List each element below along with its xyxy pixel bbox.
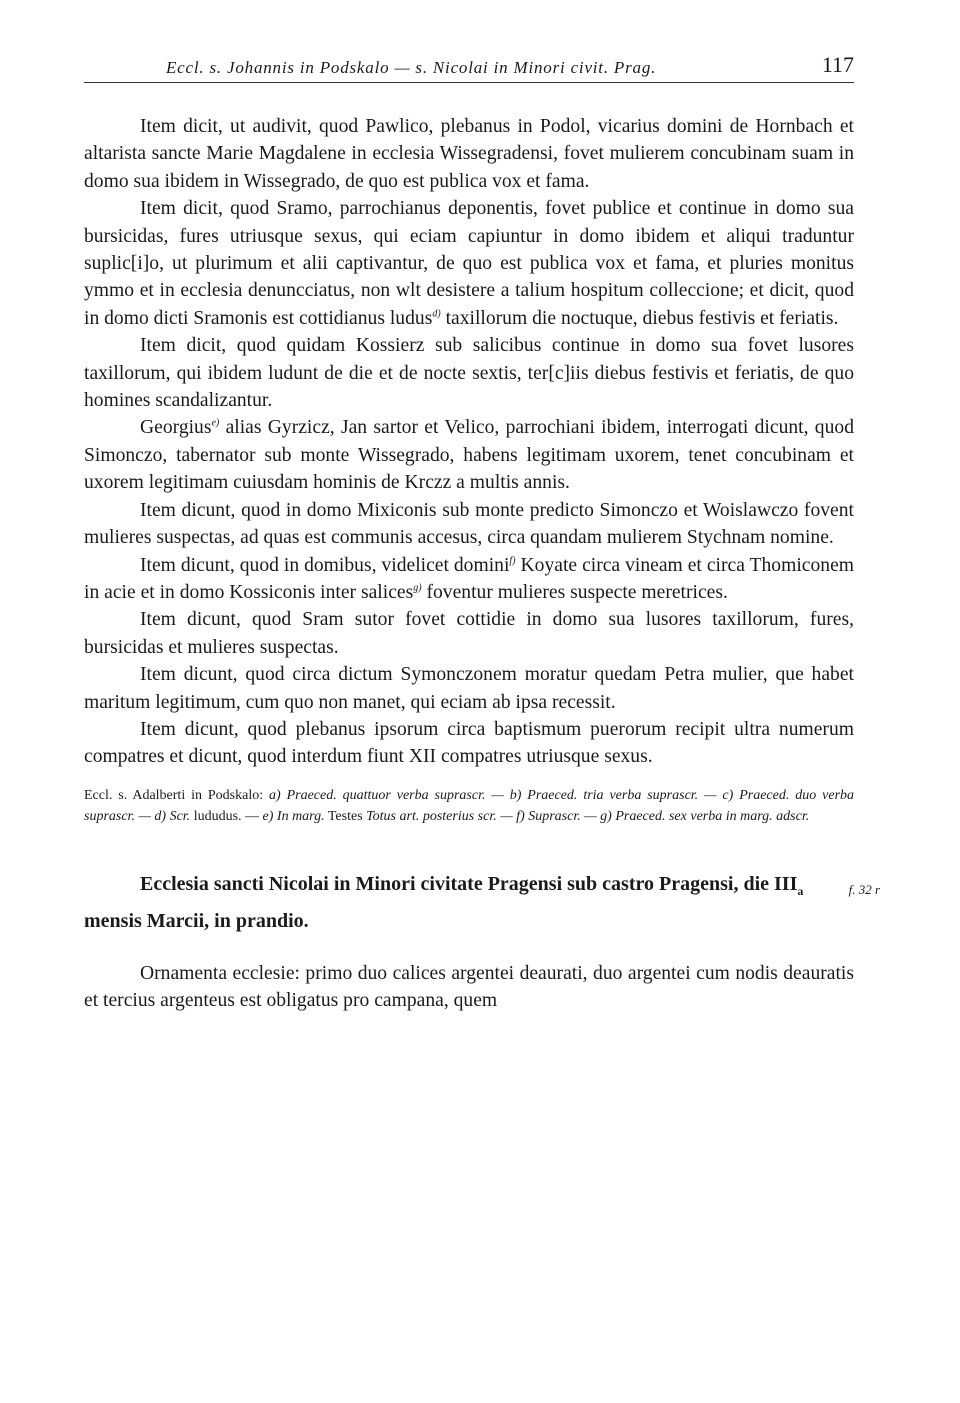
paragraph: Item dicunt, quod Sram sutor fovet cottidie in domo sua lusores taxillorum, fures, bursicidas et mulieres suspectas. bbox=[84, 609, 854, 658]
paragraph: Item dicit, quod quidam Kossierz sub salicibus continue in domo sua fovet lusores taxillorum, qui ibidem ludunt de die et de nocte sextis, ter[c]iis diebus festivis et feriatis, de quo homines scandalizantur. bbox=[84, 335, 854, 412]
paragraph: Item dicunt, quod plebanus ipsorum circa baptismum puerorum recipit ultra numerum compatres et dicunt, quod interdum fiunt XII compatres utriusque sexus. bbox=[84, 718, 854, 768]
critical-apparatus: Eccl. s. Adalberti in Podskalo: a) Praeced. quattuor verba suprascr. — b) Praeced. tria verba suprascr. — c) Praeced. duo verba suprascr. — d) Scr. lududus. — e) In marg. Testes Totus art. posterius scr. — f) Suprascr. — g) Praeced. sex verba in marg. adscr. bbox=[84, 787, 855, 824]
running-head bbox=[84, 52, 854, 83]
paragraph: Ornamenta ecclesie: primo duo calices argentei deaurati, duo argentei cum nodis deauratis et tercius argenteus est obligatus pro campana, quem bbox=[84, 962, 854, 1012]
running-title: Eccl. s. Johannis in Podskalo — s. Nicolai in Minori civit. Prag. bbox=[166, 58, 657, 77]
paragraph: Item dicunt, quod in domibus, videlicet domini$^{f)}$ Koyate circa vineam et circa Thomiconem in acie et in domo Kossiconis inter salices$^{g)}$ foventur mulieres suspecte meretrices. bbox=[84, 554, 855, 603]
body-text bbox=[84, 113, 854, 771]
paragraph: Item dicunt, quod in domo Mixiconis sub monte predicto Simonczo et Woislawczo fovent mulieres suspectas, ad quas est communis accesus, circa quandam mulierem Stychnam nomine. bbox=[84, 499, 854, 549]
footnote-mark: g) bbox=[413, 582, 422, 594]
folio-marker: f. 32 r bbox=[848, 881, 880, 897]
paragraph: Item dicit, quod Sramo, parrochianus deponentis, fovet publice et continue in domo sua bursicidas, fures utriusque sexus, qui eciam capiuntur in domo ibidem et aliqui traduntur suplic[i]o, ut plurimum et alii captivantur, de quo est publica vox et fama, et pluries monitus ymmo et in ecclesia denuncciatus, non wlt desistere a talium hospitum colleccione; et dicit, quod in domo dicti Sramonis est cottidianus ludus$^{d)}$ taxillorum die noctuque, diebus festivis et feriatis. bbox=[84, 198, 854, 329]
footnote-mark: d) bbox=[432, 308, 441, 320]
paragraph: Item dicunt, quod circa dictum Symonczonem moratur quedam Petra mulier, que habet maritum legitimum, cum quo non manet, qui eciam ab ipsa recessit. bbox=[84, 664, 854, 713]
paragraph: Item dicit, ut audivit, quod Pawlico, plebanus in Podol, vicarius domini de Hornbach et altarista sancte Marie Magdalene in ecclesia Wissegradensi, fovet mulierem concubinam suam in domo sua ibidem in Wissegrado, de quo est publica vox et fama. bbox=[84, 116, 854, 192]
footnote-mark: f) bbox=[509, 554, 516, 566]
paragraph: Georgius$^{e)}$ alias Gyrzicz, Jan sartor et Velico, parrochiani ibidem, interrogati dicunt, quod Simonczo, tabernator sub monte Wissegrado, habens legitimam uxorem, tenet concubinam et uxorem legitimam cuiusdam hominis de Krczz a multis annis. bbox=[84, 417, 854, 494]
section-heading: Ecclesia sancti Nicolai in Minori civitate Pragensi sub castro Pragensi, die $III_a$ mensis Marcii, in prandio. f. 32 r bbox=[84, 872, 880, 932]
apparatus-source: Eccl. s. Adalberti in Podskalo: bbox=[84, 787, 264, 803]
page-number: 117 bbox=[821, 52, 854, 77]
page bbox=[84, 52, 880, 1015]
footnote-mark: e) bbox=[211, 417, 220, 429]
ornamenta-text bbox=[84, 960, 854, 1015]
